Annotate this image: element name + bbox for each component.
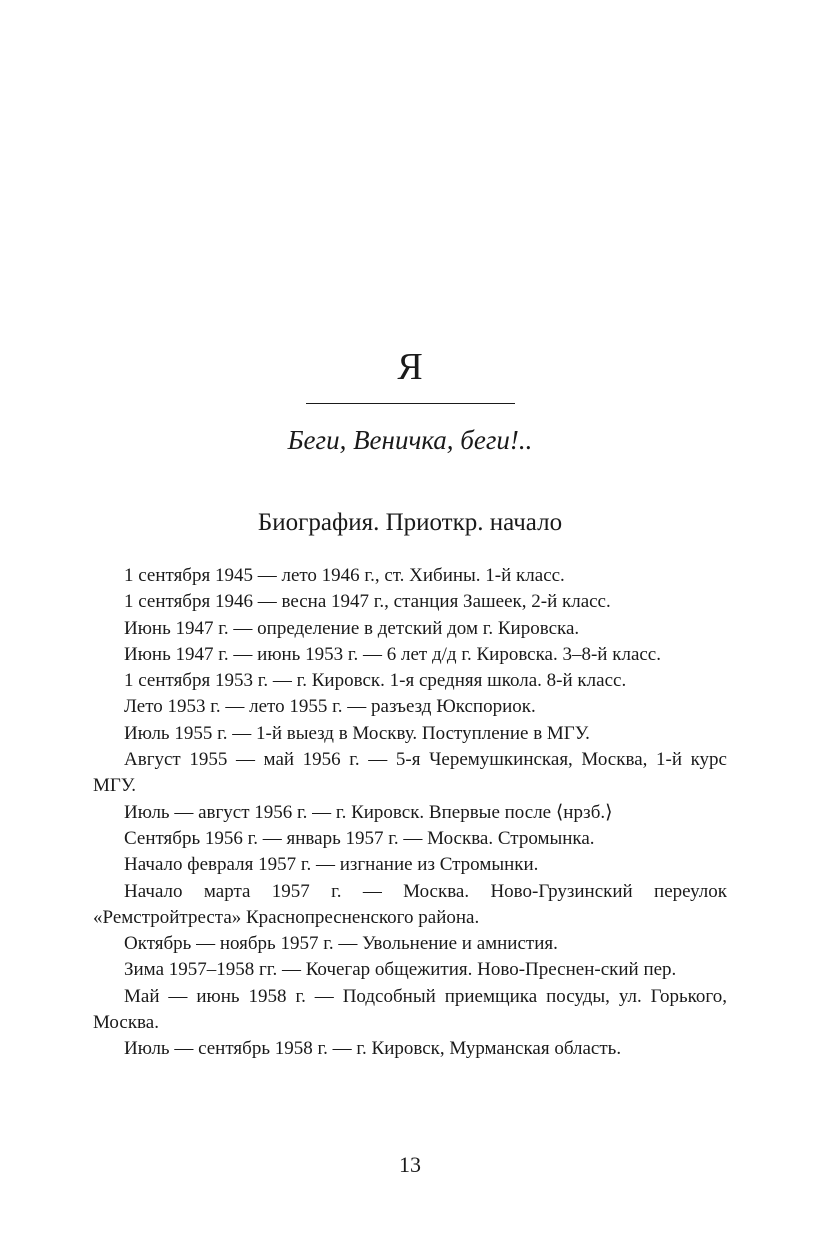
biography-entry: Май — июнь 1958 г. — Подсобный приемщика посуды, ул. Горького, Москва.: [93, 985, 727, 1034]
biography-entry: 1 сентября 1945 — лето 1946 г., ст. Хибины. 1-й класс.: [124, 565, 565, 586]
biography-entry: Начало февраля 1957 г. — изгнание из Стромынки.: [124, 854, 539, 876]
biography-entry: Июль — август 1956 г. — г. Кировск. Впервые после ⟨нрзб.⟩: [124, 801, 613, 823]
biography-entry: Октябрь — ноябрь 1957 г. — Увольнение и амнистия.: [124, 933, 558, 955]
biography-entry: Июль — сентябрь 1958 г. — г. Кировск, Мурманская область.: [124, 1038, 622, 1060]
title-divider: [306, 403, 515, 404]
chapter-letter: Я: [397, 346, 423, 388]
biography-entry: Начало марта 1957 г. — Москва. Ново-Грузинский переулок «Ремстройтреста» Краснопресненского района.: [93, 880, 727, 928]
biography-entry: 1 сентября 1953 г. — г. Кировск. 1-я средняя школа. 8-й класс.: [124, 670, 627, 692]
biography-entry: Сентябрь 1956 г. — январь 1957 г. — Москва. Стромынка.: [124, 827, 595, 849]
biography-entry: Июнь 1947 г. — определение в детский дом г. Кировска.: [124, 617, 580, 639]
biography-entry: Лето 1953 г. — лето 1955 г. — разъезд Юкспориок.: [124, 696, 536, 718]
biography-entry: Август 1955 — май 1956 г. — 5-я Черемушкинская, Москва, 1-й курс МГУ.: [93, 749, 727, 797]
biography-entry: Июль 1955 г. — 1-й выезд в Москву. Поступление в МГУ.: [124, 722, 590, 744]
biography-entry: Зима 1957–1958 гг. — Кочегар общежития. Ново-Преснен-ский пер.: [124, 959, 677, 981]
biography-entry: Июнь 1947 г. — июнь 1953 г. — 6 лет д/д г. Кировска. 3–8-й класс.: [124, 643, 661, 665]
page-number: 13: [399, 1152, 421, 1177]
epigraph: Беги, Веничка, беги!..: [287, 425, 533, 455]
section-title: Биография. Приоткр. начало: [257, 509, 563, 536]
biography-entry: 1 сентября 1946 — весна 1947 г., станция Зашеек, 2-й класс.: [124, 591, 611, 613]
biography-entries: [93, 563, 727, 1063]
